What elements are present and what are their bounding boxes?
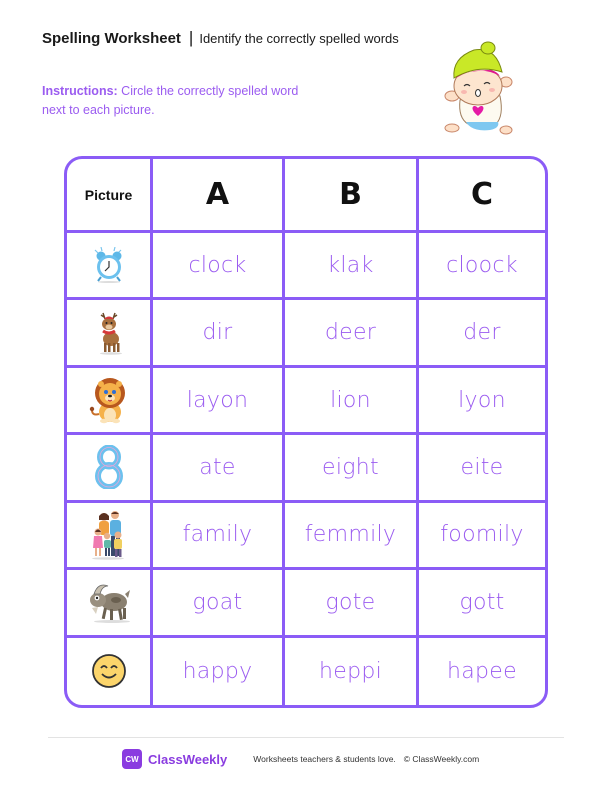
- family-icon: [91, 510, 127, 560]
- classweekly-logo-icon: CW: [122, 749, 142, 769]
- option-a-cell[interactable]: [153, 435, 285, 502]
- word-option[interactable]: clock: [188, 252, 247, 278]
- picture-cell: [67, 368, 153, 435]
- goat-icon: [86, 580, 132, 624]
- word-option[interactable]: gote: [325, 589, 376, 615]
- option-b-cell[interactable]: [285, 570, 419, 637]
- header-a: [153, 159, 285, 233]
- option-b-cell[interactable]: [285, 368, 419, 435]
- lion-icon: [88, 376, 130, 424]
- baby-mascot-icon: [438, 38, 518, 136]
- worksheet-subtitle: Identify the correctly spelled words: [199, 30, 399, 46]
- word-option[interactable]: lyon: [458, 387, 506, 413]
- worksheet-title: Spelling Worksheet: [42, 29, 181, 47]
- option-a-cell[interactable]: [153, 638, 285, 705]
- header-picture-label: Picture: [84, 186, 133, 203]
- header-c-label: C: [470, 177, 494, 212]
- option-c-cell[interactable]: [419, 503, 545, 570]
- number-eight-icon: [95, 445, 123, 489]
- word-option[interactable]: cloock: [446, 252, 518, 278]
- picture-cell: [67, 570, 153, 637]
- option-c-cell[interactable]: [419, 233, 545, 300]
- option-b-cell[interactable]: [285, 638, 419, 705]
- option-c-cell[interactable]: [419, 435, 545, 502]
- header-c: [419, 159, 545, 233]
- option-c-cell[interactable]: [419, 368, 545, 435]
- instructions: [42, 82, 322, 120]
- picture-cell: [67, 233, 153, 300]
- option-a-cell[interactable]: [153, 233, 285, 300]
- word-option[interactable]: foomily: [440, 522, 524, 548]
- word-option[interactable]: happy: [182, 658, 253, 684]
- word-option[interactable]: ate: [199, 454, 236, 480]
- option-b-cell[interactable]: [285, 233, 419, 300]
- picture-cell: [67, 300, 153, 367]
- word-option[interactable]: femmily: [304, 522, 397, 548]
- picture-cell: [67, 503, 153, 570]
- word-option[interactable]: deer: [324, 320, 377, 346]
- worksheet-header: [42, 28, 399, 48]
- header-picture: [67, 159, 153, 233]
- word-option[interactable]: eite: [460, 454, 504, 480]
- option-b-cell[interactable]: [285, 300, 419, 367]
- header-a-label: A: [205, 177, 230, 212]
- footer: [122, 749, 479, 769]
- option-a-cell[interactable]: [153, 570, 285, 637]
- word-option[interactable]: layon: [186, 387, 249, 413]
- header-b-label: B: [339, 177, 362, 212]
- spelling-table: [64, 156, 548, 708]
- brand-name: ClassWeekly: [148, 751, 228, 767]
- option-a-cell[interactable]: [153, 300, 285, 367]
- smiley-face-icon: [91, 653, 127, 689]
- word-option[interactable]: klak: [327, 252, 374, 278]
- alarm-clock-icon: [92, 247, 126, 283]
- word-option[interactable]: dir: [202, 320, 233, 346]
- instructions-text: Circle the correctly spelled word next to each picture.: [42, 84, 299, 117]
- title-separator: |: [188, 28, 194, 47]
- option-a-cell[interactable]: [153, 503, 285, 570]
- option-b-cell[interactable]: [285, 503, 419, 570]
- footer-divider: [48, 737, 564, 738]
- word-option[interactable]: eight: [322, 454, 379, 480]
- option-b-cell[interactable]: [285, 435, 419, 502]
- picture-cell: [67, 435, 153, 502]
- word-option[interactable]: goat: [192, 589, 243, 615]
- footer-tagline: Worksheets teachers & students love.: [253, 754, 396, 764]
- header-b: [285, 159, 419, 233]
- word-option[interactable]: gott: [459, 589, 505, 615]
- option-c-cell[interactable]: [419, 570, 545, 637]
- option-c-cell[interactable]: [419, 638, 545, 705]
- word-option[interactable]: lion: [330, 387, 371, 413]
- word-option[interactable]: family: [182, 522, 253, 548]
- picture-cell: [67, 638, 153, 705]
- instructions-label: Instructions:: [42, 84, 118, 98]
- option-a-cell[interactable]: [153, 368, 285, 435]
- word-option[interactable]: der: [463, 320, 501, 346]
- word-option[interactable]: hapee: [447, 658, 517, 684]
- word-option[interactable]: heppi: [318, 658, 383, 684]
- footer-copyright: © ClassWeekly.com: [403, 754, 480, 764]
- deer-icon: [94, 311, 124, 355]
- option-c-cell[interactable]: [419, 300, 545, 367]
